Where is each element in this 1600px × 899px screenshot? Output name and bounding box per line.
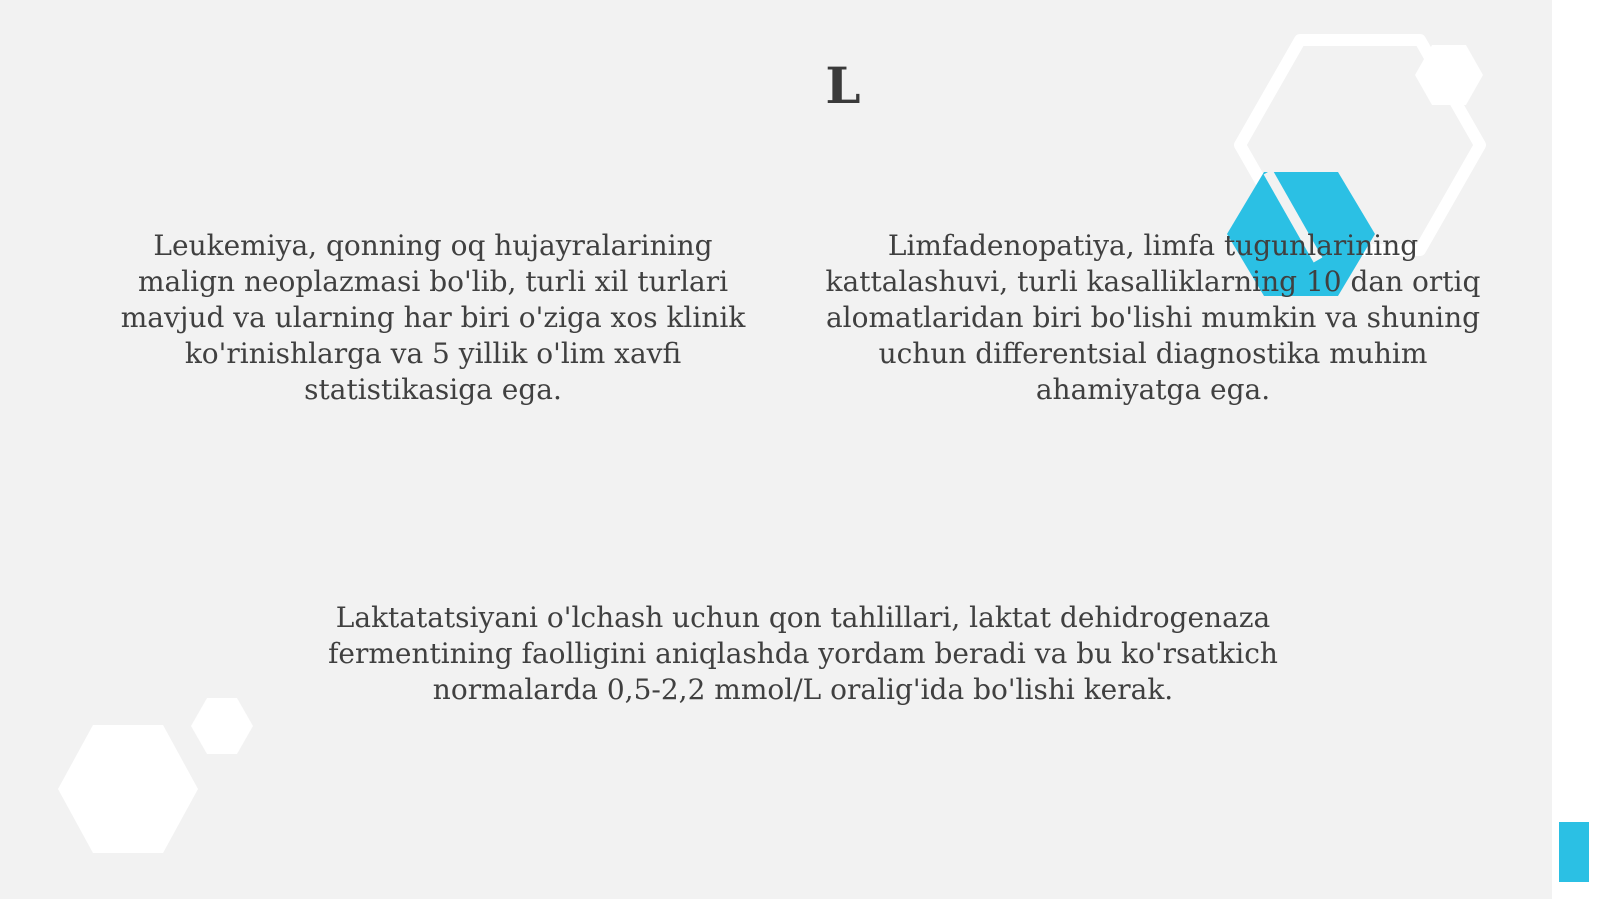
- hexagon-medium-white-shape: [191, 698, 253, 754]
- paragraph-laktatatsiya: Laktatatsiyani o'lchash uchun qon tahlillari, laktat dehidrogenaza fermentining faolligini aniqlashda yordam beradi va bu ko'rsatkich normalarda 0,5-2,2 mmol/L oralig'ida bo'lishi kerak.: [328, 601, 1278, 706]
- paragraph-leukemiya: Leukemiya, qonning oq hujayralarining malign neoplazmasi bo'lib, turli xil turlari mavjud va ularning har biri o'ziga xos klinik ko'rinishlarga va 5 yillik o'lim xavfi statistikasiga ega.: [120, 229, 746, 406]
- hexagon-large-white-shape: [58, 725, 198, 853]
- paragraph-limfadenopatiya: Limfadenopatiya, limfa tugunlarining kattalashuvi, turli kasalliklarning 10 dan ortiq alomatlaridan biri bo'lishi mumkin va shuning uchun differentsial diagnostika muhim ahamiyatga ega.: [825, 229, 1481, 406]
- slide-title: L: [825, 56, 861, 115]
- accent-tab: [1559, 822, 1589, 882]
- right-margin-strip: [1552, 0, 1600, 899]
